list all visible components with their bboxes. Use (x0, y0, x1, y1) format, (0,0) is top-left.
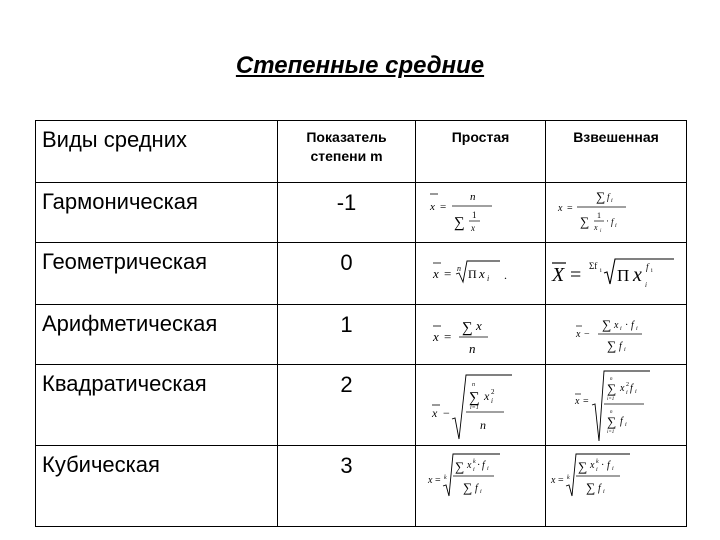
svg-text:x: x (576, 329, 581, 340)
svg-text:∑: ∑ (596, 189, 606, 204)
svg-text:∑: ∑ (455, 459, 465, 474)
svg-text:·: · (606, 216, 609, 226)
svg-text:x: x (428, 475, 433, 486)
svg-text:f: f (607, 192, 610, 202)
svg-text:i=1: i=1 (607, 397, 615, 402)
svg-text:k: k (444, 475, 447, 481)
svg-text:i: i (480, 489, 482, 495)
svg-text:=: = (444, 329, 452, 344)
row-exponent-harmonic: -1 (336, 190, 357, 215)
svg-text:n: n (470, 191, 476, 203)
svg-text:f: f (475, 483, 478, 494)
formula-arithmetic-weighted (546, 305, 686, 364)
svg-text:i: i (636, 326, 638, 332)
svg-text:x: x (430, 201, 435, 213)
svg-text:x: x (558, 203, 563, 214)
svg-text:i: i (611, 198, 613, 204)
formula-geometric-weighted (546, 243, 686, 304)
svg-text:Π: Π (468, 267, 477, 281)
svg-text:i: i (612, 466, 614, 472)
svg-text:x: x (476, 318, 482, 333)
row-exponent-arithmetic: 1 (340, 312, 353, 337)
svg-text:i: i (600, 229, 602, 234)
row-exponent-cubic: 3 (340, 453, 353, 478)
svg-text:n: n (480, 418, 486, 432)
table-row (36, 243, 687, 305)
svg-text:∑: ∑ (463, 480, 473, 495)
svg-text:x: x (433, 329, 439, 344)
svg-text:x: x (614, 320, 619, 331)
svg-text:f: f (620, 416, 623, 427)
svg-text:x: x (479, 266, 485, 281)
svg-text:f: f (630, 383, 633, 394)
header-types-label: Виды средних (42, 127, 187, 152)
svg-text:x: x (590, 460, 595, 471)
row-name-harmonic: Гармоническая (42, 189, 198, 214)
svg-text:n: n (610, 410, 613, 415)
svg-text:x: x (471, 223, 475, 233)
svg-text:x: x (551, 475, 556, 486)
svg-text:i: i (645, 281, 647, 289)
svg-text:1: 1 (597, 211, 601, 220)
formula-harmonic-simple (416, 183, 545, 242)
svg-text:2: 2 (626, 382, 629, 388)
svg-text:x: x (484, 389, 490, 403)
svg-text:2: 2 (491, 388, 495, 396)
svg-text:∑: ∑ (580, 214, 590, 229)
svg-text:i: i (603, 489, 605, 495)
svg-text:=: = (444, 266, 452, 281)
svg-text:i: i (620, 326, 622, 332)
svg-text:i: i (635, 389, 637, 395)
table-header-row (36, 121, 687, 183)
svg-text:·: · (477, 460, 481, 471)
header-weighted-label: Взвешенная (573, 129, 659, 145)
header-exponent-line1: Показатель (306, 129, 387, 145)
svg-text:i: i (487, 466, 489, 472)
svg-text:=: = (583, 396, 589, 407)
svg-text:∑: ∑ (602, 317, 612, 332)
svg-text:n: n (610, 377, 613, 382)
power-means-table (35, 120, 687, 527)
svg-text:n: n (457, 264, 461, 273)
svg-text:f: f (607, 460, 610, 471)
svg-text:k: k (473, 459, 476, 465)
svg-text:Π: Π (617, 266, 630, 285)
svg-text:=: = (570, 264, 582, 286)
svg-text:k: k (567, 475, 570, 481)
svg-text:f: f (619, 341, 622, 352)
svg-text:i: i (487, 274, 490, 283)
svg-text:x: x (620, 383, 625, 394)
row-name-arithmetic: Арифметическая (42, 311, 218, 336)
svg-text:i: i (651, 268, 653, 274)
svg-text:f: f (482, 460, 485, 471)
header-cell-weighted (546, 121, 687, 183)
svg-text:i=1: i=1 (470, 405, 479, 411)
svg-text:−: − (584, 329, 590, 340)
header-cell-simple (416, 121, 546, 183)
svg-text:∑: ∑ (586, 480, 596, 495)
svg-text:·: · (601, 460, 605, 471)
table-row (36, 446, 687, 527)
row-name-geometric: Геометрическая (42, 249, 208, 274)
svg-text:1: 1 (472, 210, 477, 220)
svg-text:x: x (433, 266, 439, 281)
formula-arithmetic-simple (416, 305, 545, 364)
row-name-cubic: Кубическая (42, 452, 160, 477)
formula-harmonic-weighted (546, 183, 686, 242)
svg-text:f: f (598, 483, 601, 494)
formula-cubic-simple (416, 446, 545, 526)
svg-text:i: i (596, 467, 598, 473)
svg-text:X: X (552, 264, 565, 286)
formula-quadratic-simple (416, 365, 545, 445)
svg-text:∑: ∑ (578, 459, 588, 474)
row-exponent-geometric: 0 (340, 250, 353, 275)
formula-geometric-simple (416, 243, 545, 304)
header-simple-label: Простая (451, 129, 510, 145)
svg-text:i: i (473, 467, 475, 473)
svg-text:i: i (491, 397, 493, 405)
svg-text:k: k (596, 459, 599, 465)
svg-text:=: = (435, 475, 441, 486)
svg-text:i: i (615, 223, 617, 229)
page-title: Степенные средние (235, 52, 485, 79)
svg-text:.: . (504, 268, 507, 282)
svg-text:i: i (600, 268, 602, 274)
svg-text:f: f (611, 217, 614, 227)
header-cell-exponent (278, 121, 416, 183)
svg-text:∑: ∑ (454, 215, 465, 231)
svg-text:=: = (558, 475, 564, 486)
svg-text:f: f (646, 262, 649, 272)
svg-text:∑: ∑ (607, 338, 617, 353)
svg-text:=: = (440, 201, 447, 213)
svg-text:i=1: i=1 (607, 430, 615, 435)
row-exponent-quadratic: 2 (340, 372, 353, 397)
svg-text:x: x (633, 264, 642, 286)
formula-quadratic-weighted (546, 365, 686, 445)
table-row (36, 183, 687, 243)
row-name-quadratic: Квадратическая (42, 371, 207, 396)
svg-text:Σf: Σf (589, 261, 598, 271)
svg-text:∑: ∑ (607, 414, 617, 429)
header-cell-types (36, 121, 278, 183)
svg-text:x: x (467, 460, 472, 471)
svg-text:i: i (625, 422, 627, 428)
svg-text:f: f (631, 320, 634, 331)
svg-text:∑: ∑ (469, 390, 480, 406)
formula-cubic-weighted (546, 446, 686, 526)
svg-text:n: n (472, 382, 475, 388)
svg-text:x: x (575, 396, 580, 407)
svg-text:∑: ∑ (607, 381, 617, 396)
svg-text:x: x (432, 406, 438, 420)
svg-text:−: − (443, 406, 450, 420)
header-exponent-line2: степени m (310, 148, 383, 164)
svg-text:n: n (469, 341, 476, 356)
svg-text:i: i (626, 390, 628, 396)
svg-text:·: · (625, 320, 629, 331)
svg-text:=: = (567, 203, 573, 214)
svg-text:x: x (594, 223, 598, 232)
table-row (36, 365, 687, 446)
svg-text:∑: ∑ (462, 320, 473, 336)
svg-text:i: i (624, 347, 626, 353)
table-row (36, 305, 687, 365)
